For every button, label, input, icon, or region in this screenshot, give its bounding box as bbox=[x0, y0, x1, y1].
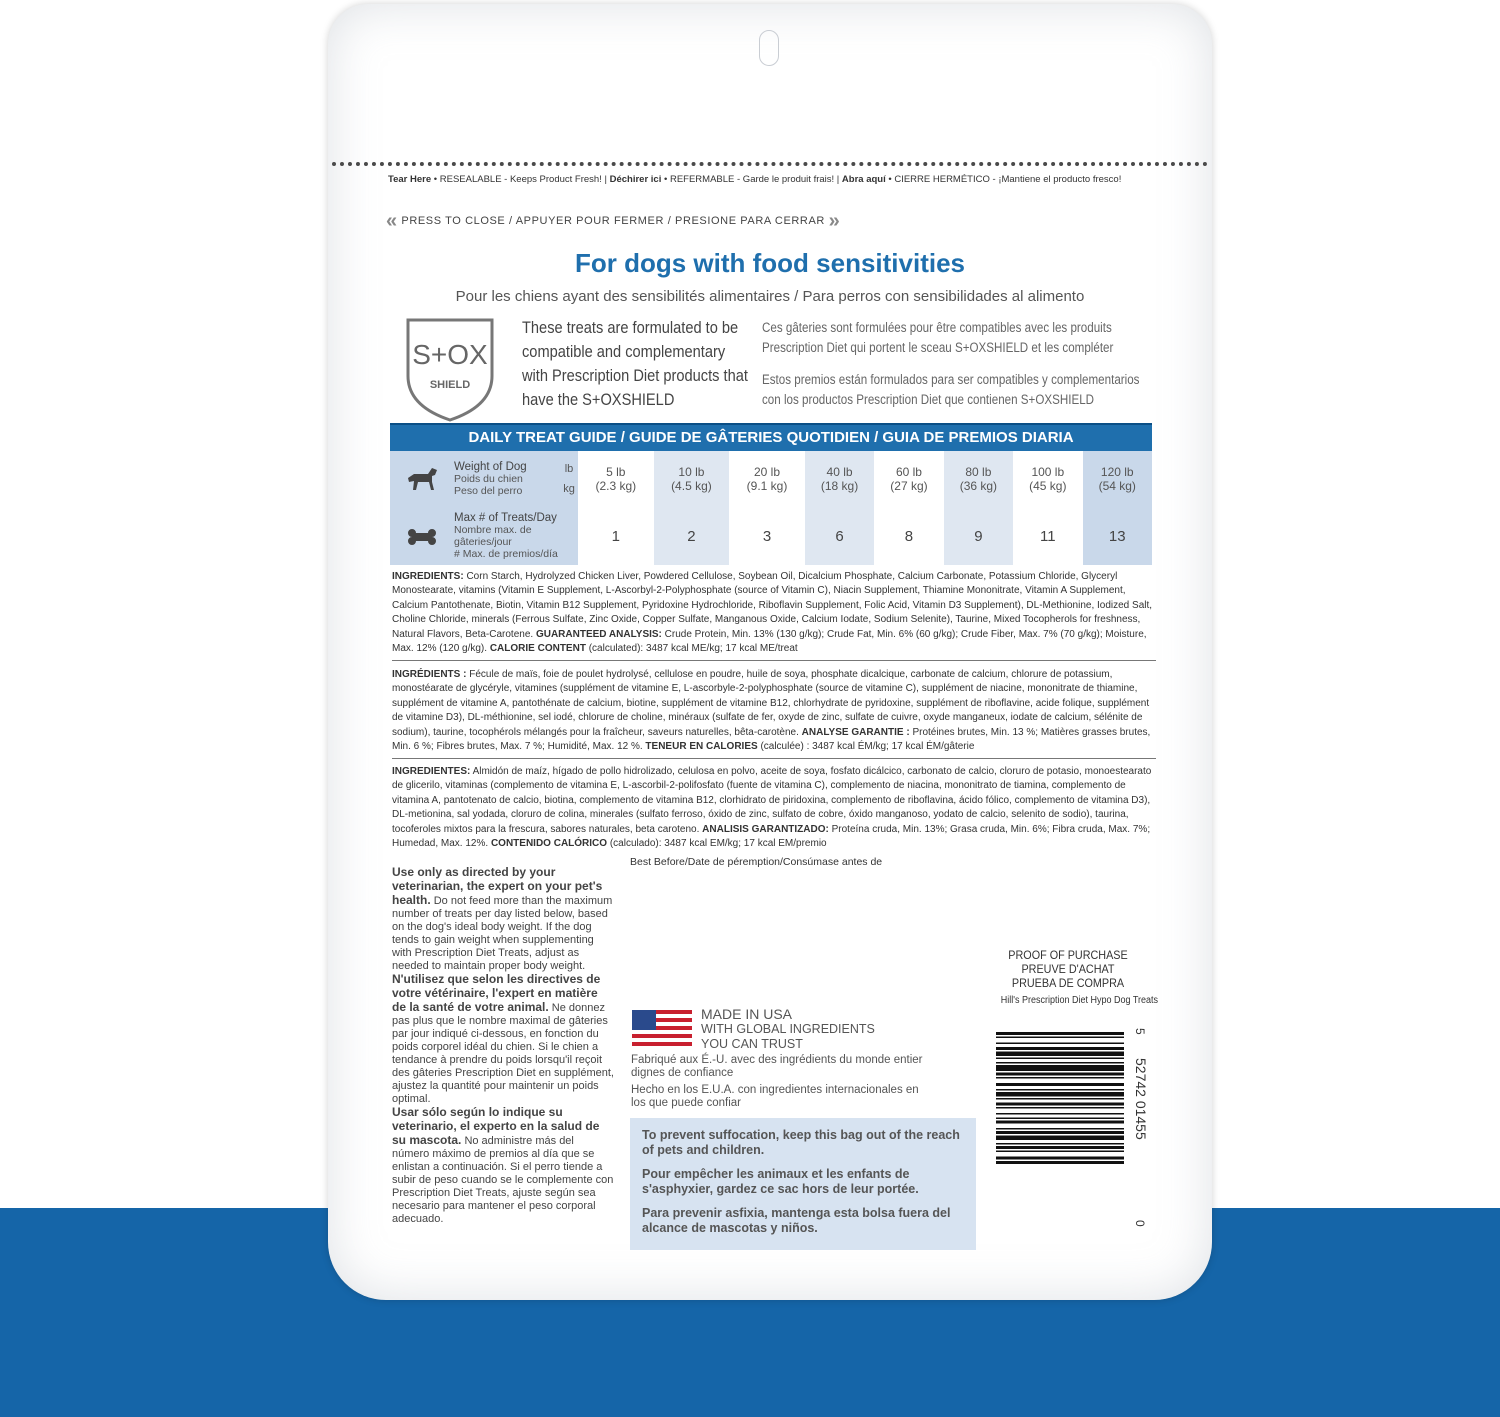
directions-fr-bold: N'utilisez que selon les directives de votre vétérinaire, l'expert en matière de la santé de votre animal. bbox=[392, 972, 601, 1014]
barcode-bars bbox=[996, 1032, 1124, 1164]
made-in-usa-line3: YOU CAN TRUST bbox=[701, 1037, 803, 1051]
treats-label-fr: Nombre max. de gâteries/jour bbox=[454, 524, 532, 548]
weight-kg: (36 kg) bbox=[959, 479, 998, 493]
calories-fr-label: TENEUR EN CALORIES bbox=[645, 741, 758, 753]
us-flag-icon bbox=[632, 1010, 692, 1046]
made-in-usa-spanish: Hecho en los E.U.A. con ingredientes internacionales en los que puede confiar bbox=[631, 1084, 919, 1109]
weight-lb: 80 lb bbox=[965, 465, 992, 479]
barcode-bar bbox=[996, 1083, 1124, 1086]
treat-guide-table bbox=[390, 451, 1152, 565]
chevron-right-icon: » bbox=[828, 210, 841, 232]
ingredients-fr-label: INGRÉDIENTS : bbox=[392, 669, 467, 680]
feeding-directions bbox=[392, 866, 614, 1226]
warning-es: Para prevenir asfixia, mantenga esta bolsa fuera del alcance de mascotas y niños. bbox=[642, 1206, 951, 1235]
weight-kg: (54 kg) bbox=[1098, 479, 1136, 493]
made-in-usa-line2: WITH GLOBAL INGREDIENTS bbox=[701, 1022, 875, 1036]
ingredients-es-text: Almidón de maíz, hígado de pollo hidrolizado, celulosa en polvo, aceite de soya, fosfato dicálcico, carbonato de calcio, cloruro de potasio, monoestearato de glicerilo, vitaminas (complemento de vitamina E, L-ascorbil-2-polifosfato (fuente de vitamina C), complemento de niacina, mononitrato de tiamina, complemento de vitamina A, pantotenato de calcio, biotina, complemento de vitamina B12, clorhidrato de piridoxina, complemento de riboflavina, ácido fólico, complemento de vitamina D3), DL-metionina, sal yodada, cloruro de colina, minerales (sulfato ferroso, óxido de zinc, sulfato de cobre, óxido manganoso, yodato de calcio, selenito de sodio), taurina, tocoferoles mixtos para la frescura, sabores naturales, beta caroteno. bbox=[392, 766, 1152, 835]
weight-lb: 60 lb bbox=[895, 465, 922, 479]
headline: For dogs with food sensitivities bbox=[574, 248, 966, 278]
weight-kg: (18 kg) bbox=[820, 479, 859, 493]
barcode-bar bbox=[996, 1143, 1124, 1145]
analysis-es-text: Proteína cruda, Min. 13%; Grasa cruda, Min. 6%; Fibra cruda, Max. 7%; Humedad, Max. 12%. bbox=[392, 823, 1151, 850]
claim-english: These treats are formulated to be compatible and complementary with Prescription Diet products that have the S+OXSHIELD bbox=[522, 318, 748, 409]
treat-count: 11 bbox=[1040, 527, 1056, 545]
calories-en-text: (calculated): 3487 kcal ME/kg; 17 kcal ME/treat bbox=[588, 643, 798, 655]
treat-count: 9 bbox=[944, 507, 1013, 565]
barcode-icon bbox=[996, 1022, 1149, 1234]
barcode-bar bbox=[996, 1121, 1124, 1124]
treats-row bbox=[390, 507, 1152, 565]
barcode-bar bbox=[996, 1073, 1124, 1076]
analysis-es-label: ANALISIS GARANTIZADO: bbox=[702, 823, 829, 835]
weight-cell bbox=[729, 451, 805, 507]
barcode-bar bbox=[996, 1037, 1124, 1039]
weight-label-fr: Poids du chien bbox=[454, 473, 523, 485]
treat-count: 13 bbox=[1083, 507, 1152, 565]
directions-en-bold: Use only as directed by your veterinarian, the expert on your pet's health. bbox=[392, 865, 603, 907]
barcode-bar bbox=[996, 1032, 1124, 1035]
directions-es: No administre más del número máximo de premios al día que se enlistan a continuación. Si el perro tiende a subir de peso cuando se le complemente con Prescription Diet Treats, ajuste según sea necesario para mantener el peso corporal adecuado. bbox=[392, 1135, 614, 1225]
barcode-bar bbox=[996, 1118, 1124, 1120]
barcode-bar bbox=[996, 1107, 1124, 1109]
tear-instructions bbox=[388, 174, 1121, 185]
weight-lb: 100 lb bbox=[1031, 465, 1065, 479]
weight-cell bbox=[1083, 451, 1152, 507]
barcode-bar bbox=[996, 1043, 1124, 1045]
barcode-bar bbox=[996, 1089, 1124, 1091]
barcode-last-digit: 5 bbox=[1133, 1028, 1147, 1035]
made-in-usa-line1: MADE IN USA bbox=[701, 1006, 793, 1022]
proof-product-name: Hill's Prescription Diet Hypo Dog Treats bbox=[1000, 995, 1158, 1006]
weight-kg: (4.5 kg) bbox=[671, 479, 712, 493]
weight-row bbox=[390, 451, 1152, 507]
best-before: Best Before/Date de péremption/Consúmase antes de bbox=[630, 856, 883, 868]
barcode-bar bbox=[996, 1113, 1124, 1115]
barcode-bar bbox=[996, 1103, 1124, 1106]
tear-fr-label: Déchirer ici bbox=[609, 174, 662, 185]
weight-kg: (45 kg) bbox=[1029, 479, 1067, 493]
barcode-bar bbox=[996, 1058, 1124, 1060]
barcode-bar bbox=[996, 1146, 1124, 1149]
analysis-fr-label: ANALYSE GARANTIE : bbox=[801, 726, 910, 738]
dog-icon bbox=[390, 451, 454, 507]
analysis-en-text: Crude Protein, Min. 13% (130 g/kg); Crude Fat, Min. 6% (60 g/kg); Crude Fiber, Max. 7% (70 g/kg); Moisture, Max. 12% (120 g/kg). bbox=[392, 628, 1147, 655]
bone-icon bbox=[390, 507, 454, 565]
made-in-usa bbox=[701, 1007, 875, 1052]
weight-cell bbox=[874, 451, 943, 507]
barcode-bar bbox=[996, 1161, 1124, 1164]
unit-kg: kg bbox=[563, 483, 575, 495]
ingredients-fr-text: Fécule de maïs, foie de poulet hydrolysé, cellulose en poudre, huile de soya, phosphate dicalcique, carbonate de calcium, chlorure de potassium, monostéarate de glycéryle, vitamines (supplément de vitamine E, L-ascorbyle-2-polyphosphate (source de vitamine C), supplément de niacine, mononitrate de thiamine, supplément de vitamine A, pantothénate de calcium, biotine, supplément de vitamine B12, chlorhydrate de pyridoxine, supplément de riboflavine, acide folique, supplément de vitamine D3), DL-méthionine, sel iodé, chlorure de choline, minéraux (sulfate de fer, oxyde de zinc, sulfate de cuivre, oxyde manganeux, iodate de calcium, sélénite de sodium), taurine, tocophérols mélangés pour la fraîcheur, saveurs naturelles, bêta-carotène. bbox=[392, 669, 1150, 738]
treat-bag-back bbox=[328, 4, 1212, 1300]
tear-perforation bbox=[332, 162, 1208, 166]
divider bbox=[392, 758, 1156, 759]
unit-lb: lb bbox=[564, 463, 574, 475]
tear-es: • CIERRE HERMÉTICO - ¡Mantiene el producto fresco! bbox=[888, 174, 1122, 185]
treat-count: 8 bbox=[904, 527, 914, 545]
ingredients-english bbox=[392, 570, 1156, 656]
logo-text: S+OX bbox=[412, 339, 488, 370]
treats-label-en: Max # of Treats/Day bbox=[454, 512, 557, 524]
barcode-digits: 52742 01455 bbox=[1133, 1058, 1149, 1140]
ingredients-french bbox=[392, 668, 1156, 754]
ingredients-en-label: INGREDIENTS: bbox=[392, 571, 464, 582]
tear-en: • RESEALABLE - Keeps Product Fresh! | bbox=[433, 174, 607, 185]
hang-hole bbox=[759, 30, 779, 66]
weight-kg: (27 kg) bbox=[890, 479, 928, 493]
weight-label bbox=[454, 451, 560, 507]
directions-fr: Ne donnez pas plus que le nombre maximal de gâteries par jour indiqué ci-dessous, en fonction du poids corporel idéal du chien. Si le chien a tendance à prendre du poids lorsqu'il reçoit des gâteries Prescription Diet en supplément, ajustez la quantité pour maintenir un poids optimal. bbox=[392, 1002, 614, 1105]
barcode-bar bbox=[996, 1047, 1124, 1050]
weight-kg: (9.1 kg) bbox=[746, 479, 788, 493]
made-in-usa-french: Fabriqué aux É.-U. avec des ingrédients du monde entier dignes de confiance bbox=[631, 1054, 923, 1079]
calories-es-label: CONTENIDO CALÓRICO bbox=[490, 838, 608, 850]
weight-label-en: Weight of Dog bbox=[454, 461, 527, 473]
weight-cell bbox=[805, 451, 874, 507]
barcode-bar bbox=[996, 1157, 1124, 1160]
warning-en: To prevent suffocation, keep this bag out of the reach of pets and children. bbox=[642, 1128, 960, 1157]
proof-en: PROOF OF PURCHASE bbox=[1008, 948, 1128, 962]
barcode-bar bbox=[996, 1098, 1124, 1100]
barcode-bar bbox=[996, 1077, 1124, 1079]
press-to-close-text: PRESS TO CLOSE / APPUYER POUR FERMER / PRESIONE PARA CERRAR bbox=[401, 215, 825, 227]
weight-lb: 20 lb bbox=[754, 465, 781, 479]
proof-es: PRUEBA DE COMPRA bbox=[1011, 976, 1125, 990]
weight-cell bbox=[944, 451, 1013, 507]
claim-spanish: Estos premios están formulados para ser compatibles y complementarios con los productos Prescription Diet que contienen S+OXSHIELD bbox=[762, 372, 1140, 407]
treats-label-es: # Max. de premios/día bbox=[454, 548, 558, 560]
weight-cell bbox=[1013, 451, 1082, 507]
treat-count: 2 bbox=[654, 507, 730, 565]
directions-es-bold: Usar sólo según lo indique su veterinario, el experto en la salud de su mascota. bbox=[392, 1105, 600, 1147]
weight-cell bbox=[654, 451, 730, 507]
weight-lb: 40 lb bbox=[826, 465, 853, 479]
barcode-bar bbox=[996, 1128, 1124, 1130]
warning-fr: Pour empêcher les animaux et les enfants de s'asphyxier, gardez ce sac hors de leur portée. bbox=[642, 1167, 919, 1196]
weight-label-es: Peso del perro bbox=[454, 485, 523, 497]
tear-fr: • REFERMABLE - Garde le produit frais! | bbox=[664, 174, 840, 185]
logo-subtext: SHIELD bbox=[429, 379, 471, 391]
weight-lb: 120 lb bbox=[1100, 465, 1134, 479]
analysis-fr-text: Protéines brutes, Min. 13 %; Matières grasses brutes, Min. 6 %; Fibres brutes, Max. 7 %; Humidité, Max. 12 %. bbox=[392, 726, 1151, 753]
tear-here-label: Tear Here bbox=[388, 174, 432, 185]
directions-en: Do not feed more than the maximum number of treats per day listed below, based on the dog's ideal body weight. If the dog tends to gain weight when supplementing with Prescription Diet Treats, adjust as needed to maintain proper body weight. bbox=[392, 895, 613, 972]
suffocation-warning bbox=[630, 1118, 976, 1250]
ingredients-es-label: INGREDIENTES: bbox=[392, 766, 471, 777]
claim-french: Ces gâteries sont formulées pour être compatibles avec les produits Prescription Diet qui portent le sceau S+OXSHIELD et les compléter bbox=[762, 320, 1114, 355]
treats-label bbox=[454, 507, 578, 565]
analysis-en-label: GUARANTEED ANALYSIS: bbox=[535, 628, 662, 640]
barcode-bar bbox=[996, 1092, 1124, 1097]
calories-en-label: CALORIE CONTENT bbox=[489, 643, 586, 655]
weight-lb: 5 lb bbox=[606, 465, 626, 479]
barcode-bar bbox=[996, 1136, 1124, 1141]
treat-count: 6 bbox=[805, 507, 874, 565]
proof-fr: PREUVE D'ACHAT bbox=[1021, 962, 1115, 976]
treat-count: 1 bbox=[611, 527, 620, 545]
calories-es-text: (calculado): 3487 kcal EM/kg; 17 kcal EM/premio bbox=[609, 838, 827, 850]
barcode-first-digit: 0 bbox=[1133, 1220, 1147, 1227]
ingredients-spanish bbox=[392, 765, 1156, 851]
subheadline: Pour les chiens ayant des sensibilités alimentaires / Para perros con sensibilidades al alimento bbox=[455, 288, 1085, 305]
shield-logo-icon bbox=[400, 314, 500, 424]
barcode-bar bbox=[996, 1052, 1124, 1057]
ingredients-en-text: Corn Starch, Hydrolyzed Chicken Liver, Powdered Cellulose, Soybean Oil, Dicalcium Phosphate, Calcium Carbonate, Potassium Chloride, Glyceryl Monostearate, vitamins (Vitamin E Supplement, L-Ascorbyl-2-Polyphosphate (source of Vitamin C), Niacin Supplement, Thiamine Mononitrate, Vitamin A Supplement, Calcium Pantothenate, Biotin, Vitamin B12 Supplement, Pyridoxine Hydrochloride, Riboflavin Supplement, Folic Acid, Vitamin D3 Supplement), DL-Methionine, Iodized Salt, Choline Chloride, minerals (Ferrous Sulfate, Zinc Oxide, Copper Sulfate, Manganous Oxide, Calcium Iodate, Sodium Selenite), Taurine, Mixed Tocopherols for freshness, Natural Flavors, Beta-Carotene. bbox=[392, 571, 1153, 640]
chevron-left-icon: « bbox=[386, 210, 398, 232]
treat-guide-title: DAILY TREAT GUIDE / GUIDE DE GÂTERIES QUOTIDIEN / GUIA DE PREMIOS DIARIA bbox=[390, 423, 1152, 451]
weight-cell bbox=[578, 451, 654, 507]
divider bbox=[392, 660, 1156, 661]
treat-count: 3 bbox=[762, 527, 772, 545]
weight-kg: (2.3 kg) bbox=[595, 479, 637, 493]
weight-units bbox=[560, 451, 578, 507]
weight-lb: 10 lb bbox=[678, 465, 705, 479]
barcode-bar bbox=[996, 1131, 1124, 1134]
barcode-bar bbox=[996, 1151, 1124, 1153]
barcode-bar bbox=[996, 1065, 1124, 1071]
press-to-close bbox=[386, 210, 840, 233]
calories-fr-text: (calculée) : 3487 kcal ÉM/kg; 17 kcal ÉM/gâterie bbox=[760, 741, 975, 753]
tear-es-label: Abra aquí bbox=[841, 174, 886, 185]
barcode-bar bbox=[996, 1062, 1124, 1064]
proof-of-purchase bbox=[987, 948, 1149, 990]
